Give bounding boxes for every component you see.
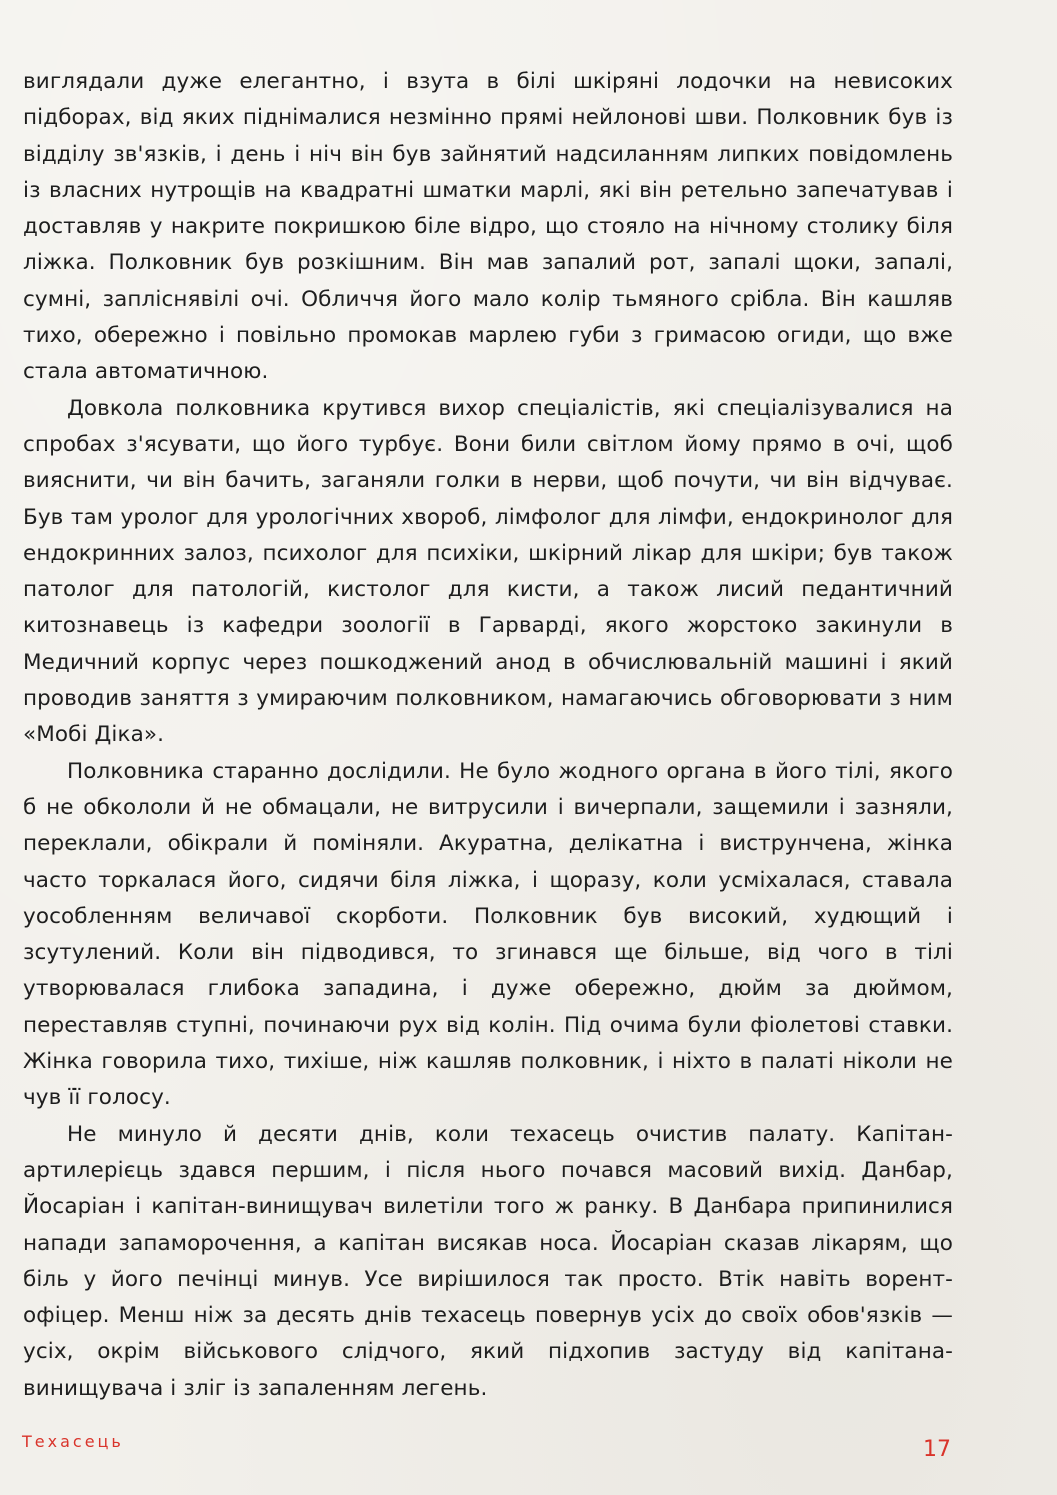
body-text: [23, 64, 953, 1407]
paragraph-specialists: Довкола полковника крутився вихор спеціалістів, які спеціалізувалися на спробах з'ясувати, що його турбує. Вони били світлом йому прямо в очі, щоб вияснити, чи він бачить, заганяли голки в нерви, щоб почути, чи він відчуває. Був там уролог для урологічних хвороб, лімфолог для лімфи, ендокринолог для ендокринних залоз, психолог для психіки, шкірний лікар для шкіри; був також патолог для патологій, кистолог для кисти, а також лисий педантичний китознавець із кафедри зоології в Гарварді, якого жорстоко закинули в Медичний корпус через пошкоджений анод в обчислювальній машині і який проводив заняття з умираючим полковником, намагаючись обговорювати з ним «Мобі Діка».: [23, 395, 953, 748]
paragraph-ward-cleared: Не минуло й десяти днів, коли техасець очистив палату. Капітан-артилерієць здався першим, і після нього почався масовий вихід. Данбар, Йосаріан і капітан-винищувач вилетіли того ж ранку. В Данбара припинилися напади запаморочення, а капітан висякав носа. Йосаріан сказав лікарям, що біль у його печінці минув. Усе вирішилося так просто. Втік навіть ворент-офіцер. Менш ніж за десять днів техасець повернув усіх до своїх обов'язків — усіх, окрім військового слідчого, який підхопив застуду від капітана-винищувача і зліг із запаленням легень.: [23, 1121, 953, 1401]
running-footer-title: Техасець: [22, 1432, 124, 1451]
page-number: 17: [923, 1437, 951, 1462]
paragraph-continued: виглядали дуже елегантно, і взута в білі шкіряні лодочки на невисоких підборах, від яких піднімалися незмінно прямі нейлонові шви. Полковник був із відділу зв'язків, і день і ніч він був зайнятий надсиланням липких повідомлень із власних нутрощів на квадратні шматки марлі, які він ретельно запечатував і доставляв у накрите покришкою біле відро, що стояло на нічному столику біля ліжка. Полковник був розкішним. Він мав запалий рот, запалі щоки, запалі, сумні, запліснявілі очі. Обличчя його мало колір тьмяного срібла. Він кашляв тихо, обережно і повільно промокав марлею губи з гримасою огиди, що вже стала автоматичною.: [23, 69, 953, 385]
paragraph-examination: Полковника старанно дослідили. Не було жодного органа в його тілі, якого б не обкололи й не обмацали, не витрусили і вичерпали, защемили і зазняли, переклали, обікрали й поміняли. Акуратна, делікатна і виструнчена, жінка часто торкалася його, сидячи біля ліжка, і щоразу, коли усміхалася, ставала уособленням величавої скорботи. Полковник був високий, худющий і зсутулений. Коли він підводився, то згинався ще більше, від чого в тілі утворювалася глибока западина, і дуже обережно, дюйм за дюймом, переставляв ступні, починаючи рух від колін. Під очима були фіолетові ставки. Жінка говорила тихо, тихіше, ніж кашляв полковник, і ніхто в палаті ніколи не чув її голосу.: [23, 758, 953, 1111]
